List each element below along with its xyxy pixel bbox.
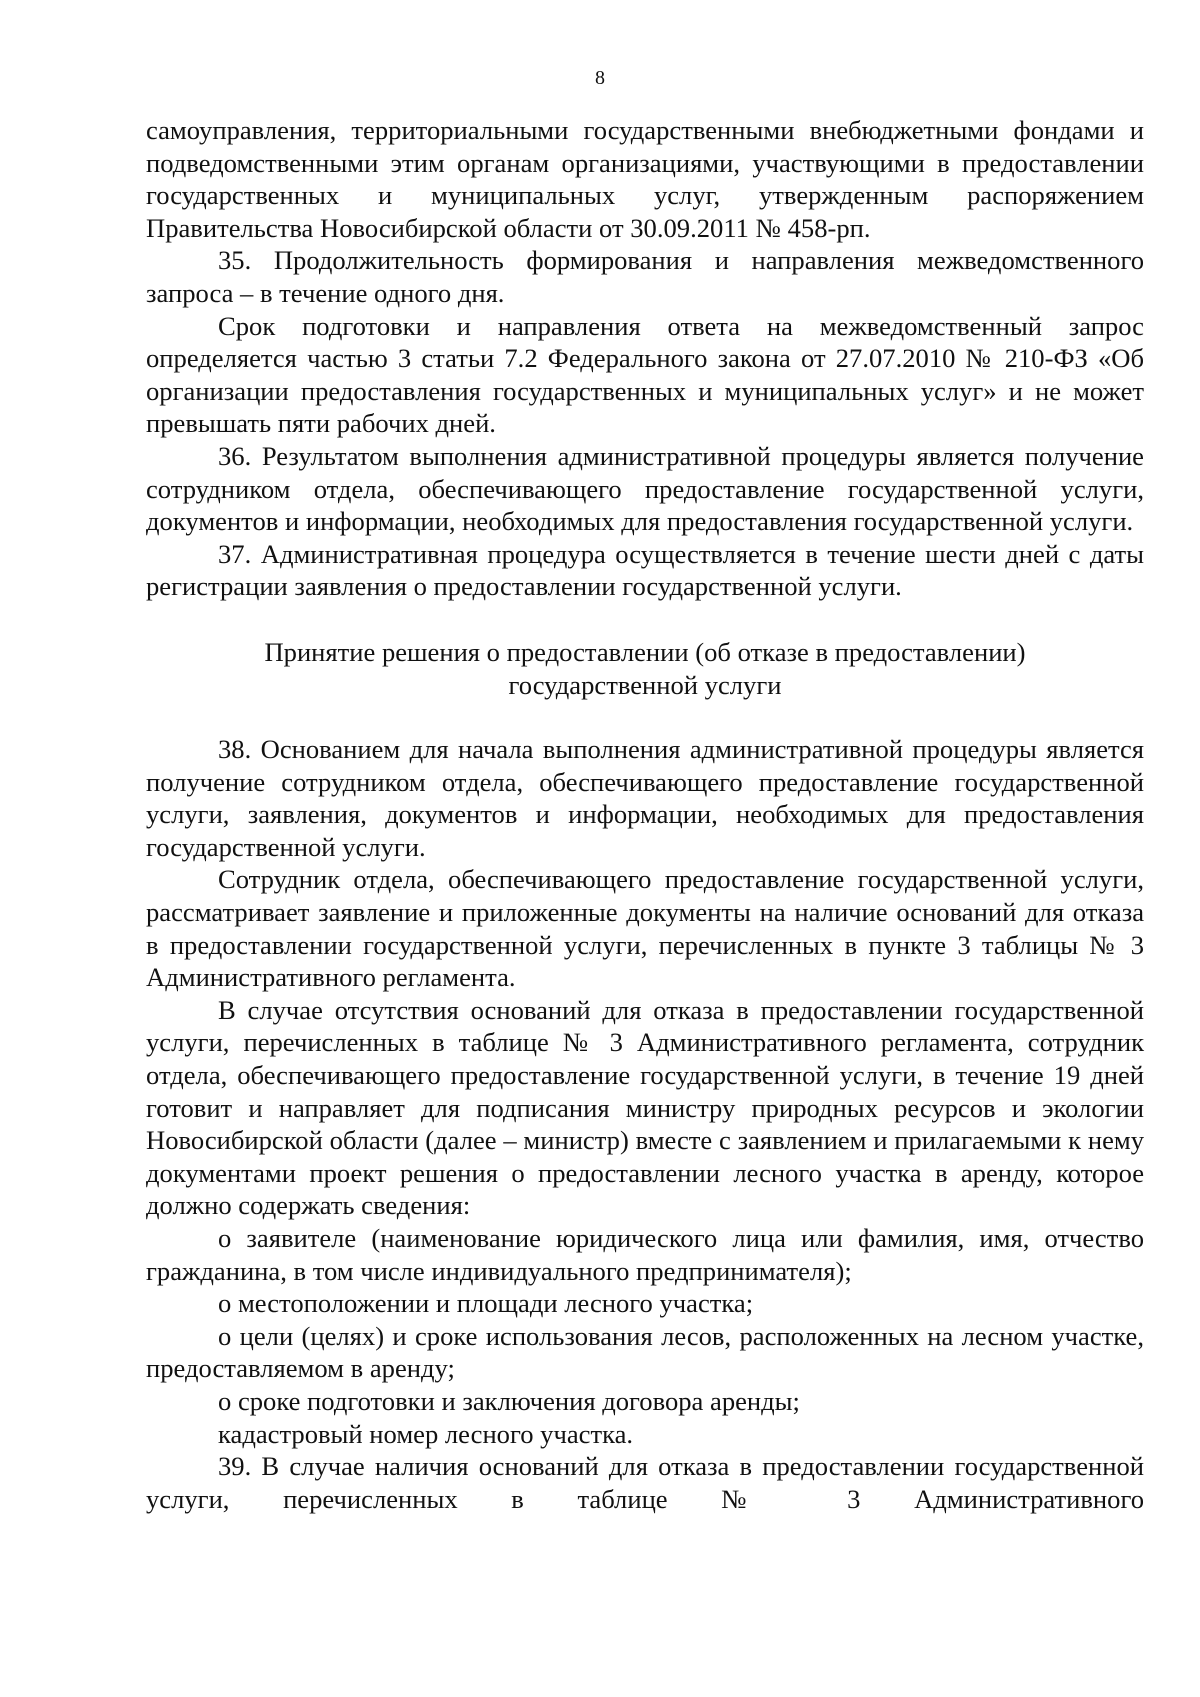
section-heading-line-2: государственной услуги xyxy=(508,669,782,700)
list-item-contract-term: о сроке подготовки и заключения договора аренды; xyxy=(218,1385,800,1416)
page-number: 8 xyxy=(595,67,605,89)
paragraph-continuation: самоуправления, территориальными государственными внебюджетными фондами и подведомственными этим органам организациями, участвующими в предоставлении государственных и муниципальных услуг, утвержденным распоряжением Правительства Новосибирской области от 30.09.2011 № 458-рп. xyxy=(146,115,1144,243)
paragraph-no-grounds-for-refusal: В случае отсутствия оснований для отказа в предоставлении государственной услуги, перечисленных в таблице № 3 Административного регламента, сотрудник отдела, обеспечивающего предоставление государственной услуги, в течение 19 дней готовит и направляет для подписания министру природных ресурсов и экологии Новосибирской области (далее – министр) вместе с заявлением и прилагаемыми к нему документами проект решения о предоставлении лесного участка в аренду, которое должно содержать сведения: xyxy=(146,994,1144,1221)
list-item-applicant: о заявителе (наименование юридического лица или фамилия, имя, отчество гражданина, в том числе индивидуального предпринимателя); xyxy=(146,1223,1144,1286)
paragraph-39: 39. В случае наличия оснований для отказа в предоставлении государственной услуги, перечисленных в таблице № 3 Административного xyxy=(146,1451,1144,1514)
paragraph-response-deadline: Срок подготовки и направления ответа на межведомственный запрос определяется частью 3 статьи 7.2 Федерального закона от 27.07.2010 № 210-ФЗ «Об организации предоставления государственных и муниципальных услуг» и не может превышать пяти рабочих дней. xyxy=(146,310,1144,439)
paragraph-37: 37. Административная процедура осуществляется в течение шести дней с даты регистрации заявления о предоставлении государственной услуги. xyxy=(146,538,1144,602)
list-item-cadastral-number: кадастровый номер лесного участка. xyxy=(218,1418,634,1449)
section-heading-line-1: Принятие решения о предоставлении (об отказе в предоставлении) xyxy=(264,636,1026,667)
paragraph-36: 36. Результатом выполнения административной процедуры является получение сотрудником отдела, обеспечивающего предоставление государственной услуги, документов и информации, необходимых для предоставления государственной услуги. xyxy=(146,440,1144,537)
list-item-purpose: о цели (целях) и сроке использования лесов, расположенных на лесном участке, предоставляемом в аренду; xyxy=(146,1320,1144,1384)
document-body xyxy=(146,114,1144,1515)
paragraph-38: 38. Основанием для начала выполнения административной процедуры является получение сотрудником отдела, обеспечивающего предоставление государственной услуги, заявления, документов и информации, необходимых для предоставления государственной услуги. xyxy=(146,734,1144,862)
section-heading xyxy=(146,636,1144,701)
list-item-location: о местоположении и площади лесного участка; xyxy=(218,1288,754,1319)
paragraph-35: 35. Продолжительность формирования и направления межведомственного запроса – в течение одного дня. xyxy=(146,245,1144,308)
paragraph-employee-review: Сотрудник отдела, обеспечивающего предоставление государственной услуги, рассматривает заявление и приложенные документы на наличие оснований для отказа в предоставлении государственной услуги, перечисленных в пункте 3 таблицы № 3 Административного регламента. xyxy=(146,864,1144,993)
